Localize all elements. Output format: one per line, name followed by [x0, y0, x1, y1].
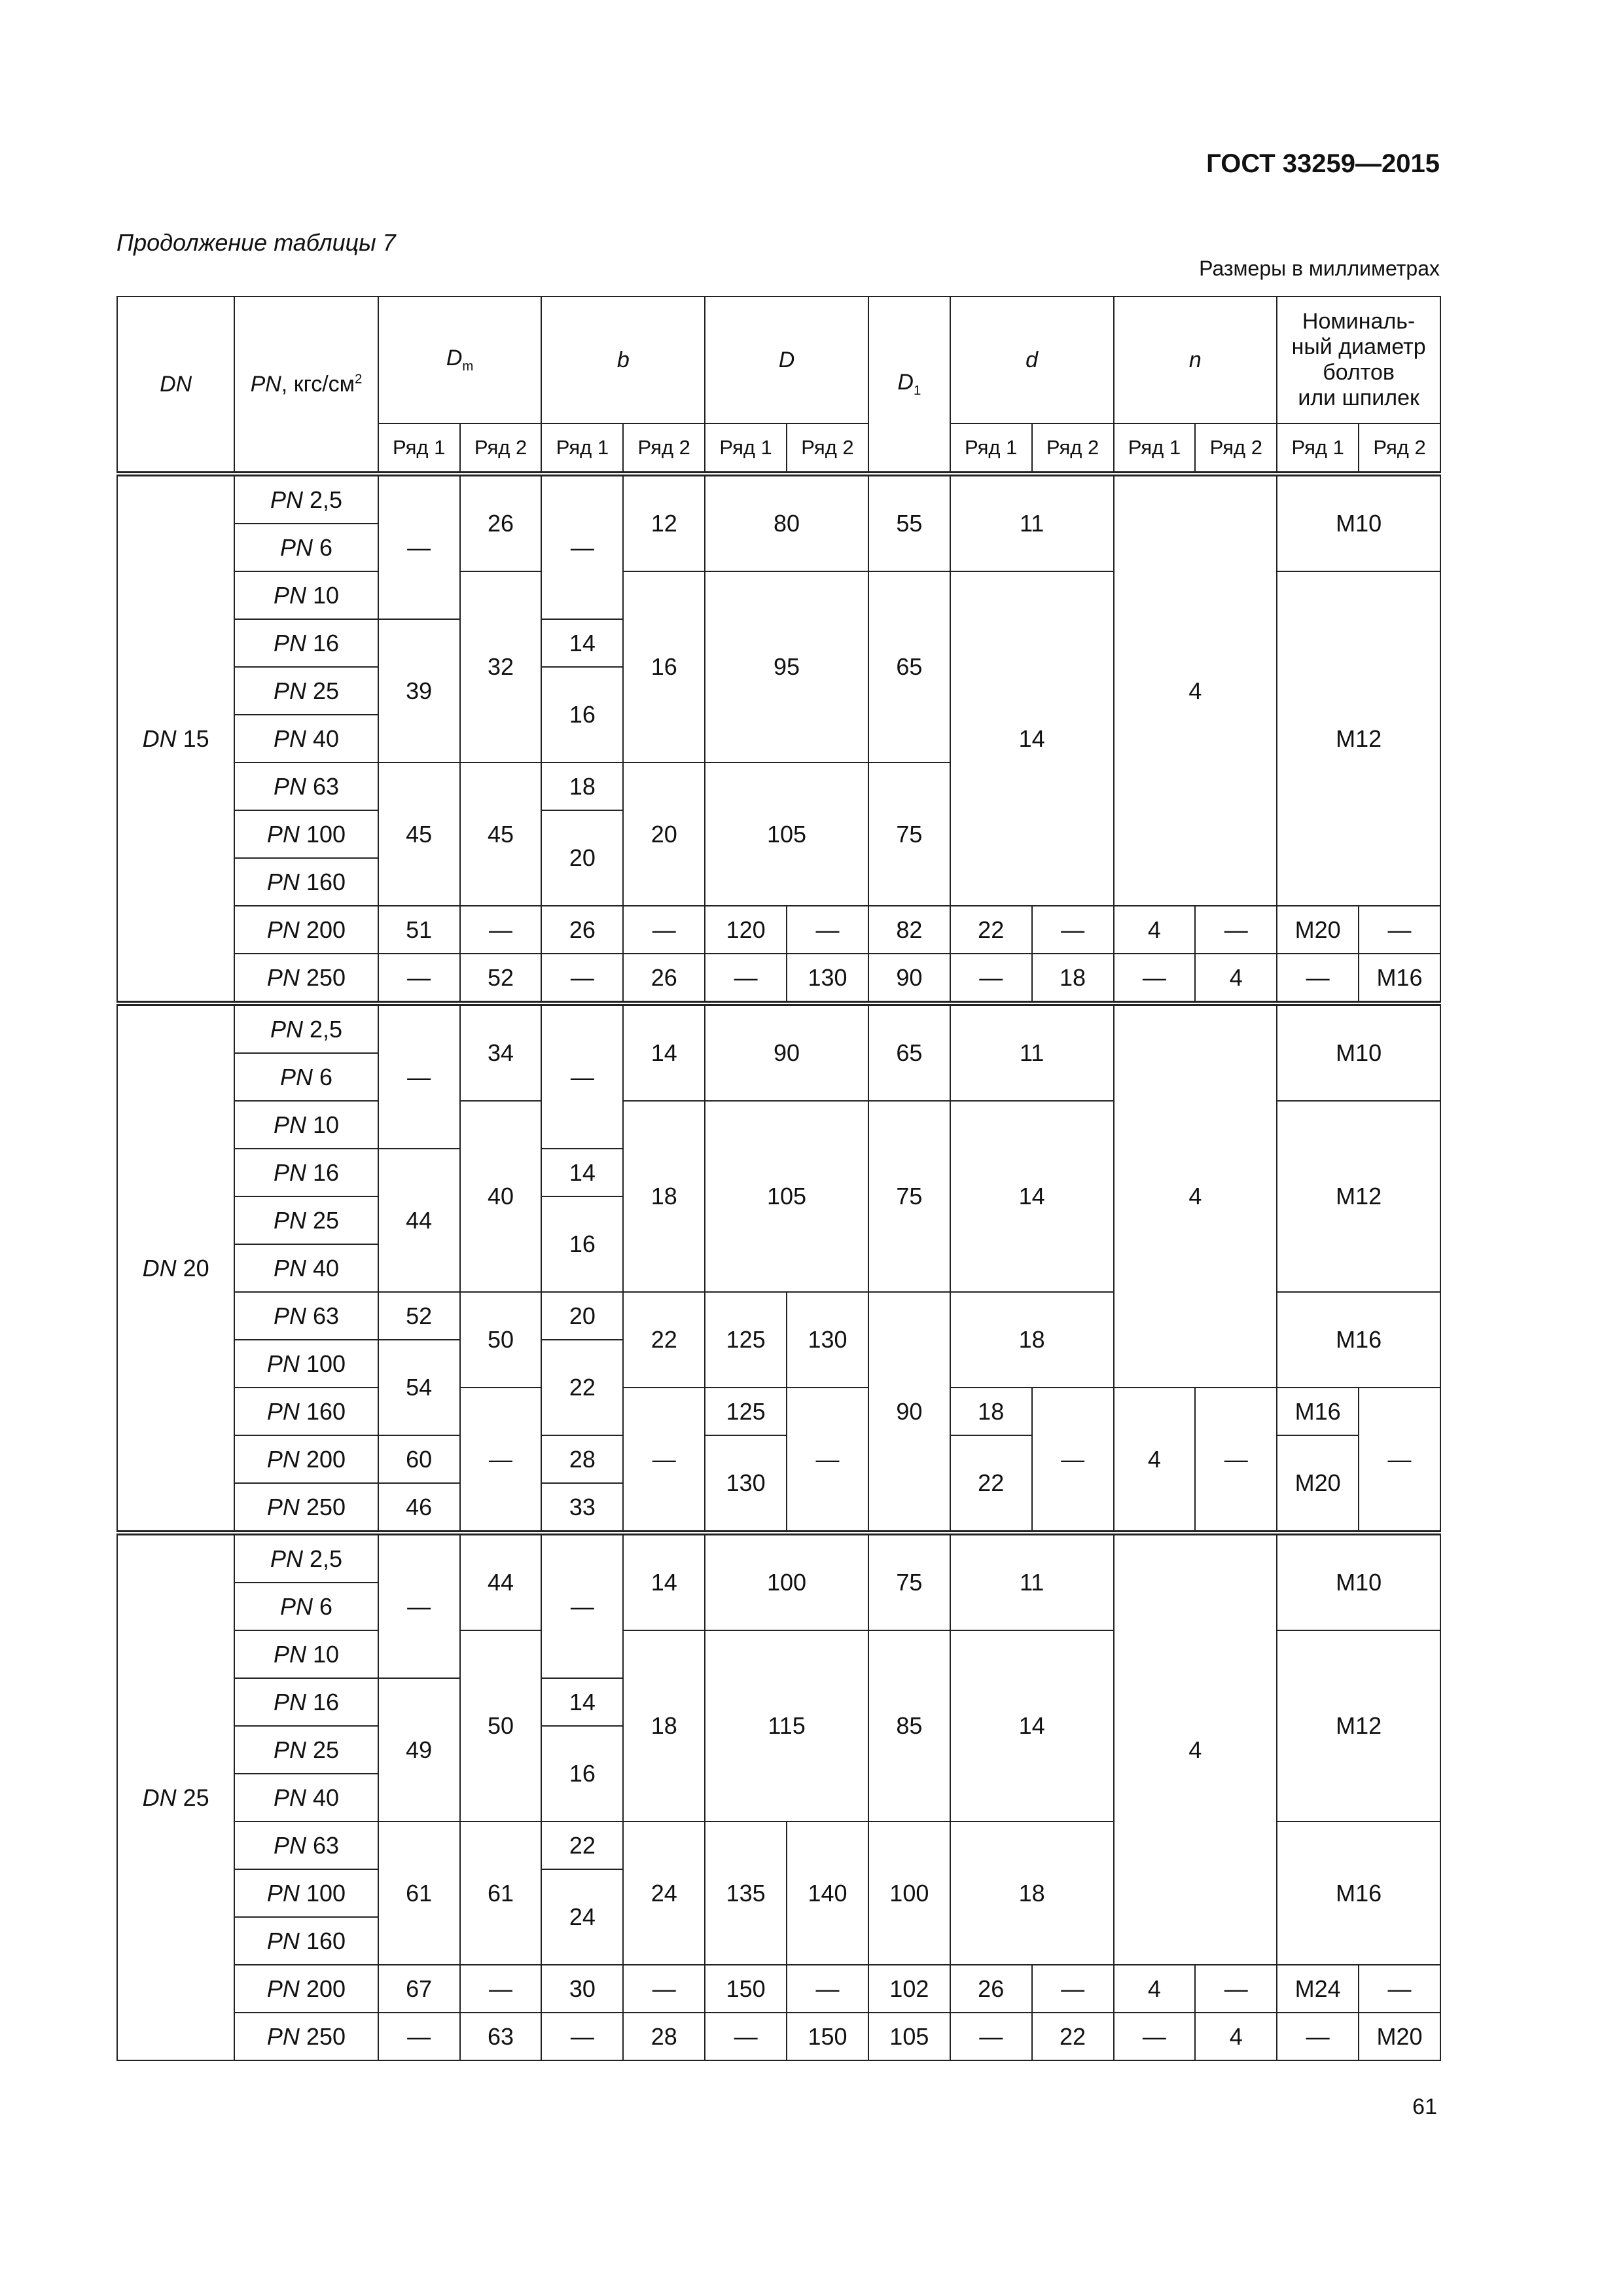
- cell: 14: [950, 1630, 1114, 1821]
- cell: M16: [1277, 1388, 1359, 1435]
- cell: 16: [541, 667, 623, 762]
- cell: —: [1359, 1965, 1440, 2013]
- cell: 102: [868, 1965, 950, 2013]
- cell: 52: [378, 1292, 460, 1340]
- pn-cell: PN 2,5: [234, 474, 378, 524]
- cell: 45: [378, 762, 460, 906]
- cell: 120: [705, 906, 787, 954]
- cell: 75: [868, 762, 950, 906]
- row-series-label: Ряд 2: [787, 423, 868, 474]
- row-series-label: Ряд 1: [541, 423, 623, 474]
- pn-cell: PN 10: [234, 571, 378, 619]
- cell: 105: [868, 2013, 950, 2060]
- cell: 60: [378, 1435, 460, 1483]
- pn-cell: PN 200: [234, 906, 378, 954]
- pn-cell: PN 250: [234, 2013, 378, 2060]
- pn-cell: PN 40: [234, 1774, 378, 1821]
- pn-cell: PN 16: [234, 619, 378, 667]
- group-dn20: [117, 1003, 1440, 1533]
- cell: 45: [460, 762, 542, 906]
- cell: 82: [868, 906, 950, 954]
- cell: 20: [623, 762, 705, 906]
- table-row: [117, 1003, 1440, 1053]
- cell: 16: [623, 571, 705, 762]
- table-row: [117, 1965, 1440, 2013]
- pn-cell: PN 2,5: [234, 1533, 378, 1583]
- pn-cell: PN 6: [234, 524, 378, 571]
- cell: M24: [1277, 1965, 1359, 2013]
- cell: M12: [1277, 1101, 1440, 1292]
- cell: 49: [378, 1678, 460, 1821]
- cell: M12: [1277, 571, 1440, 906]
- header-n: n: [1114, 296, 1277, 423]
- pn-cell: PN 25: [234, 667, 378, 715]
- row-series-label: Ряд 1: [705, 423, 787, 474]
- pn-cell: PN 63: [234, 1821, 378, 1869]
- cell: —: [378, 954, 460, 1003]
- pn-cell: PN 6: [234, 1583, 378, 1630]
- cell: —: [378, 1003, 460, 1149]
- pn-cell: PN 63: [234, 1292, 378, 1340]
- cell: 34: [460, 1003, 542, 1101]
- cell: 4: [1114, 1003, 1277, 1388]
- cell: 14: [541, 1678, 623, 1726]
- cell: 80: [705, 474, 868, 571]
- cell: 44: [460, 1533, 542, 1630]
- pn-cell: PN 160: [234, 858, 378, 906]
- cell: 44: [378, 1149, 460, 1292]
- pn-cell: PN 200: [234, 1965, 378, 2013]
- cell: 90: [705, 1003, 868, 1101]
- cell: 46: [378, 1483, 460, 1533]
- cell: 4: [1195, 954, 1277, 1003]
- dn-cell: DN 20: [117, 1003, 234, 1533]
- cell: 150: [787, 2013, 868, 2060]
- cell: 135: [705, 1821, 787, 1965]
- group-dn25: [117, 1533, 1440, 2060]
- pn-cell: PN 100: [234, 1869, 378, 1917]
- table-row: [117, 1388, 1440, 1435]
- cell: —: [541, 1003, 623, 1149]
- cell: 14: [950, 1101, 1114, 1292]
- cell: 4: [1114, 906, 1196, 954]
- cell: —: [541, 954, 623, 1003]
- units-note: Размеры в миллиметрах: [1199, 257, 1440, 280]
- cell: 90: [868, 1292, 950, 1533]
- cell: 125: [705, 1388, 787, 1435]
- cell: 4: [1195, 2013, 1277, 2060]
- cell: 26: [460, 474, 542, 571]
- cell: —: [378, 1533, 460, 1678]
- pn-cell: PN 16: [234, 1149, 378, 1196]
- cell: 18: [623, 1101, 705, 1292]
- cell: 26: [541, 906, 623, 954]
- cell: 20: [541, 1292, 623, 1340]
- cell: —: [1032, 1388, 1114, 1533]
- cell: 22: [541, 1340, 623, 1435]
- cell: 14: [623, 1003, 705, 1101]
- pn-cell: PN 25: [234, 1196, 378, 1244]
- cell: 50: [460, 1292, 542, 1388]
- table-row: [117, 1533, 1440, 1583]
- pn-cell: PN 25: [234, 1726, 378, 1774]
- cell: 125: [705, 1292, 787, 1388]
- cell: 22: [950, 1435, 1032, 1533]
- cell: —: [541, 2013, 623, 2060]
- cell: M10: [1277, 1533, 1440, 1630]
- cell: 4: [1114, 1388, 1196, 1533]
- cell: 22: [541, 1821, 623, 1869]
- cell: 24: [541, 1869, 623, 1965]
- row-series-label: Ряд 1: [1114, 423, 1196, 474]
- cell: 115: [705, 1630, 868, 1821]
- cell: M20: [1277, 906, 1359, 954]
- cell: M10: [1277, 474, 1440, 571]
- table-row: [117, 906, 1440, 954]
- cell: 150: [705, 1965, 787, 2013]
- cell: 4: [1114, 474, 1277, 906]
- cell: —: [541, 1533, 623, 1678]
- cell: 18: [541, 762, 623, 810]
- cell: 16: [541, 1726, 623, 1821]
- pn-cell: PN 250: [234, 954, 378, 1003]
- cell: 39: [378, 619, 460, 762]
- cell: —: [1032, 1965, 1114, 2013]
- cell: 26: [950, 1965, 1032, 2013]
- cell: 130: [787, 1292, 868, 1388]
- cell: 61: [378, 1821, 460, 1965]
- dn-cell: DN 15: [117, 474, 234, 1003]
- table-row: [117, 2013, 1440, 2060]
- cell: 105: [705, 1101, 868, 1292]
- cell: —: [1277, 2013, 1359, 2060]
- cell: 14: [541, 619, 623, 667]
- cell: 14: [950, 571, 1114, 906]
- row-series-label: Ряд 2: [1195, 423, 1277, 474]
- cell: 140: [787, 1821, 868, 1965]
- cell: —: [1114, 954, 1196, 1003]
- row-series-label: Ряд 1: [1277, 423, 1359, 474]
- cell: 90: [868, 954, 950, 1003]
- cell: 85: [868, 1630, 950, 1821]
- pn-cell: PN 160: [234, 1388, 378, 1435]
- group-dn15: [117, 474, 1440, 1003]
- cell: —: [787, 1388, 868, 1533]
- cell: 65: [868, 1003, 950, 1101]
- pn-cell: PN 40: [234, 715, 378, 762]
- pn-cell: PN 160: [234, 1917, 378, 1965]
- pn-cell: PN 16: [234, 1678, 378, 1726]
- cell: 54: [378, 1340, 460, 1435]
- cell: M12: [1277, 1630, 1440, 1821]
- row-series-label: Ряд 2: [460, 423, 542, 474]
- cell: —: [1195, 906, 1277, 954]
- pn-cell: PN 2,5: [234, 1003, 378, 1053]
- header-pn: PN, кгс/$см^2$: [234, 296, 378, 474]
- row-series-label: Ряд 2: [1032, 423, 1114, 474]
- pn-cell: PN 40: [234, 1244, 378, 1292]
- cell: 130: [787, 954, 868, 1003]
- cell: 67: [378, 1965, 460, 2013]
- pn-cell: PN 100: [234, 810, 378, 858]
- row-series-label: Ряд 1: [378, 423, 460, 474]
- pn-cell: PN 100: [234, 1340, 378, 1388]
- cell: —: [950, 2013, 1032, 2060]
- table-continuation-caption: Продолжение таблицы 7: [116, 229, 396, 256]
- cell: —: [705, 954, 787, 1003]
- cell: —: [623, 1388, 705, 1533]
- table-row: [117, 474, 1440, 524]
- cell: 18: [950, 1821, 1114, 1965]
- cell: 4: [1114, 1965, 1196, 2013]
- page-number: 61: [1412, 2094, 1437, 2119]
- cell: —: [787, 906, 868, 954]
- cell: —: [460, 1388, 542, 1533]
- pn-cell: PN 250: [234, 1483, 378, 1533]
- cell: 12: [623, 474, 705, 571]
- cell: —: [1195, 1965, 1277, 2013]
- cell: 20: [541, 810, 623, 906]
- cell: 100: [868, 1821, 950, 1965]
- row-series-label: Ряд 2: [623, 423, 705, 474]
- cell: 65: [868, 571, 950, 762]
- cell: —: [705, 2013, 787, 2060]
- row-series-label: Ряд 1: [950, 423, 1032, 474]
- cell: 51: [378, 906, 460, 954]
- cell: —: [1195, 1388, 1277, 1533]
- cell: 95: [705, 571, 868, 762]
- cell: 63: [460, 2013, 542, 2060]
- cell: 14: [541, 1149, 623, 1196]
- cell: 105: [705, 762, 868, 906]
- cell: 22: [1032, 2013, 1114, 2060]
- cell: 18: [950, 1292, 1114, 1388]
- cell: 33: [541, 1483, 623, 1533]
- cell: —: [378, 474, 460, 619]
- cell: —: [950, 954, 1032, 1003]
- pn-cell: PN 200: [234, 1435, 378, 1483]
- cell: 18: [623, 1630, 705, 1821]
- row-series-label: Ряд 2: [1359, 423, 1440, 474]
- cell: 22: [950, 906, 1032, 954]
- cell: 11: [950, 474, 1114, 571]
- cell: M16: [1359, 954, 1440, 1003]
- header-d: d: [950, 296, 1114, 423]
- cell: 11: [950, 1533, 1114, 1630]
- cell: —: [541, 474, 623, 619]
- cell: 30: [541, 1965, 623, 2013]
- cell: —: [1032, 906, 1114, 954]
- cell: —: [1359, 906, 1440, 954]
- cell: 61: [460, 1821, 542, 1965]
- cell: 100: [705, 1533, 868, 1630]
- header-dn: DN: [117, 296, 234, 474]
- pn-cell: PN 63: [234, 762, 378, 810]
- cell: 22: [623, 1292, 705, 1388]
- cell: 18: [1032, 954, 1114, 1003]
- cell: M10: [1277, 1003, 1440, 1101]
- cell: —: [623, 1965, 705, 2013]
- cell: —: [460, 1965, 542, 2013]
- cell: 18: [950, 1388, 1032, 1435]
- cell: 32: [460, 571, 542, 762]
- cell: 26: [623, 954, 705, 1003]
- cell: 4: [1114, 1533, 1277, 1965]
- cell: 28: [541, 1435, 623, 1483]
- pn-cell: PN 10: [234, 1630, 378, 1678]
- pn-cell: PN 6: [234, 1053, 378, 1101]
- cell: 130: [705, 1435, 787, 1533]
- header-D1: $D_1$: [868, 296, 950, 474]
- cell: 24: [623, 1821, 705, 1965]
- cell: 55: [868, 474, 950, 571]
- cell: —: [1277, 954, 1359, 1003]
- cell: —: [623, 906, 705, 954]
- flange-dimensions-table: [116, 296, 1441, 2061]
- cell: M16: [1277, 1821, 1440, 1965]
- cell: 52: [460, 954, 542, 1003]
- header-D: D: [705, 296, 868, 423]
- cell: M20: [1277, 1435, 1359, 1533]
- cell: M20: [1359, 2013, 1440, 2060]
- cell: —: [1359, 1388, 1440, 1533]
- cell: —: [1114, 2013, 1196, 2060]
- cell: 50: [460, 1630, 542, 1821]
- header-b: b: [541, 296, 705, 423]
- cell: 16: [541, 1196, 623, 1292]
- cell: —: [460, 906, 542, 954]
- header-dm: $D_m$: [378, 296, 542, 423]
- cell: 75: [868, 1101, 950, 1292]
- table-row: [117, 954, 1440, 1003]
- cell: —: [787, 1965, 868, 2013]
- cell: 11: [950, 1003, 1114, 1101]
- pn-cell: PN 10: [234, 1101, 378, 1149]
- cell: —: [378, 2013, 460, 2060]
- cell: 28: [623, 2013, 705, 2060]
- standard-number: ГОСТ 33259—2015: [1206, 149, 1440, 178]
- cell: M16: [1277, 1292, 1440, 1388]
- header-bolt-diameter: Номиналь- ный диаметр болтов или шпилек: [1277, 296, 1440, 423]
- cell: 14: [623, 1533, 705, 1630]
- cell: 40: [460, 1101, 542, 1292]
- dn-cell: DN 25: [117, 1533, 234, 2060]
- cell: 75: [868, 1533, 950, 1630]
